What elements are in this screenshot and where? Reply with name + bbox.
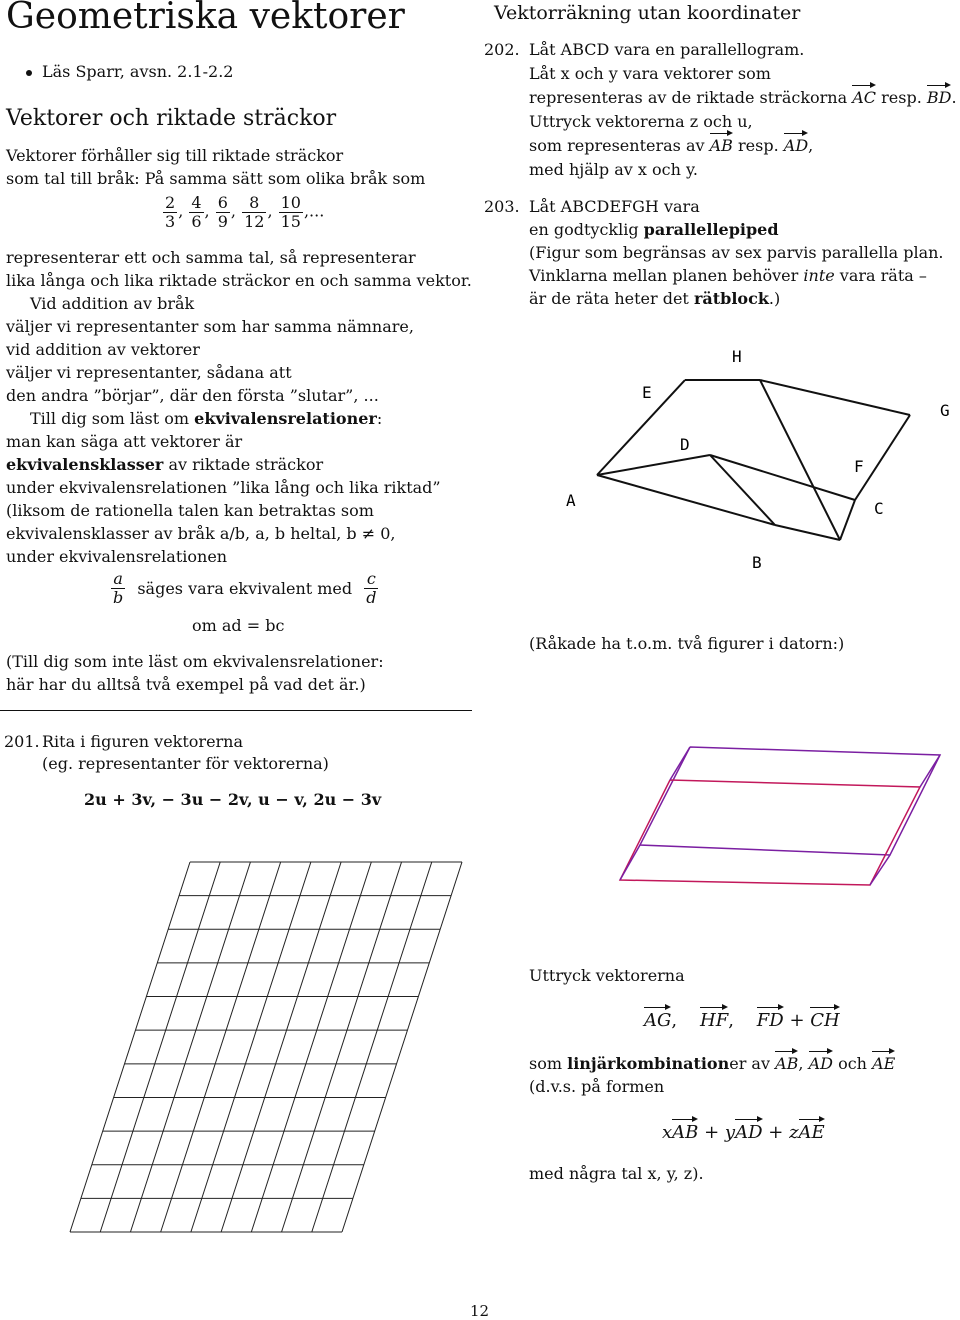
grid-line xyxy=(251,862,371,1232)
grid-line xyxy=(191,862,311,1232)
para3-line-6: ekvivalensklasser av bråk a/b, a, b heltal, b ≠ 0, xyxy=(6,524,396,543)
para1-line-2: lika långa och lika riktade sträckor en och samma vektor. xyxy=(6,271,472,290)
grid-line xyxy=(342,862,462,1232)
box-edge xyxy=(670,747,690,780)
ex201-line-2: (eg. representanter för vektorerna) xyxy=(42,754,329,773)
para4-line-2: här har du alltså två exempel på vad det är.) xyxy=(6,675,366,694)
ex203-line-1: Låt ABCDEFGH vara xyxy=(529,197,700,216)
fraction: $\frac{10}{15}$ xyxy=(280,193,301,231)
para3-line-2: man kan säga att vektorer är xyxy=(6,432,243,451)
edge-HG xyxy=(760,380,910,415)
ex202-line-5: som representeras av AB resp. AD, xyxy=(529,136,814,155)
grid-line xyxy=(221,862,341,1232)
vertex-label-A: A xyxy=(566,491,576,510)
ex203-line-2: en godtycklig parallellepiped xyxy=(529,220,779,239)
express-line-3: som linjärkombinationer av AB, AD och AE xyxy=(529,1054,896,1073)
intro-line-1: Vektorer förhåller sig till riktade sträckor xyxy=(6,146,344,165)
equivalence-statement: $\frac{a}{b}$ säges vara ekvivalent med $\frac{c}{d}$ xyxy=(113,569,377,607)
fraction-sequence: $\frac{2}{3}$ , $\frac{4}{6}$ , $\frac{6}{9}$ , $\frac{8}{12}$ , $\frac{10}{15}$ ,... xyxy=(165,193,325,231)
vertex-label-D: D xyxy=(680,435,690,454)
ex203-line-3: (Figur som begränsas av sex parvis parallella plan. xyxy=(529,243,944,262)
parallelepiped-figure xyxy=(560,340,960,580)
reading-bullet xyxy=(26,62,233,81)
ex202-line-2: Låt x och y vara vektorer som xyxy=(529,64,771,83)
page-title: Geometriska vektorer xyxy=(6,0,405,37)
grid-line xyxy=(70,862,190,1232)
fraction: $\frac{4}{6}$ xyxy=(191,193,202,231)
para2-line-3: vid addition av vektorer xyxy=(6,340,200,359)
ex203-line-5: är de räta heter det rätblock.) xyxy=(529,289,781,308)
para3-line-7: under ekvivalensrelationen xyxy=(6,547,228,566)
divider xyxy=(0,710,472,711)
edge-BA xyxy=(597,475,775,525)
right-section-title: Vektorräkning utan koordinater xyxy=(494,2,801,24)
edge-HC xyxy=(760,380,840,540)
ex202-line-6: med hjälp av x och y. xyxy=(529,160,698,179)
grid-line xyxy=(130,862,250,1232)
grid-line xyxy=(100,862,220,1232)
colored-box-figure xyxy=(600,735,955,920)
box-edge xyxy=(620,845,640,880)
ex203-number: 203. xyxy=(484,197,520,216)
para2-line-1: Vid addition av bråk xyxy=(30,294,195,313)
vertex-label-G: G xyxy=(940,401,950,420)
fraction: $\frac{2}{3}$ xyxy=(165,193,176,231)
express-vectors: AG, HF, FD + CH xyxy=(644,1010,840,1031)
fraction: $\frac{6}{9}$ xyxy=(217,193,228,231)
linear-combination-form: xAB + yAD + zAE xyxy=(662,1122,825,1143)
fraction-c-d: $\frac{c}{d}$ xyxy=(366,569,377,607)
para3-line-3: ekvivalensklasser av riktade sträckor xyxy=(6,455,324,474)
ex201-number: 201. xyxy=(4,732,40,751)
page-number: 12 xyxy=(470,1302,490,1320)
ex201-line-1: Rita i figuren vektorerna xyxy=(42,732,244,751)
para4-line-1: (Till dig som inte läst om ekvivalensrelationer: xyxy=(6,652,384,671)
express-line-4: (d.v.s. på formen xyxy=(529,1077,665,1096)
grid-line xyxy=(161,862,281,1232)
edge-CB xyxy=(775,525,840,540)
edge-FC xyxy=(840,500,855,540)
skewed-grid xyxy=(0,840,480,1250)
box-back-face xyxy=(640,747,940,855)
grid-line xyxy=(282,862,402,1232)
para2-line-5: den andra ”börjar”, där den första ”slutar”, ... xyxy=(6,386,379,405)
bullet-icon xyxy=(26,70,32,76)
fraction: $\frac{8}{12}$ xyxy=(244,193,265,231)
vertex-label-H: H xyxy=(732,347,742,366)
section-title: Vektorer och riktade sträckor xyxy=(6,106,337,131)
para3-line-4: under ekvivalensrelationen ”lika lång och lika riktad” xyxy=(6,478,441,497)
equivalence-condition: om ad = bc xyxy=(192,616,285,635)
ex203-note: (Råkade ha t.o.m. två figurer i datorn:) xyxy=(529,634,845,653)
ex201-expressions: 2u + 3v, − 3u − 2v, u − v, 2u − 3v xyxy=(84,790,382,809)
box-edge xyxy=(870,855,890,885)
grid-line xyxy=(312,862,432,1232)
box-edge xyxy=(920,755,940,787)
vertex-label-E: E xyxy=(642,383,652,402)
para3-line-1: Till dig som läst om ekvivalensrelationer: xyxy=(30,409,383,428)
vertex-label-F: F xyxy=(854,457,864,476)
ex202-line-3: representeras av de riktade sträckorna AC resp. BD. xyxy=(529,88,957,107)
para3-line-5: (liksom de rationella talen kan betraktas som xyxy=(6,501,374,520)
intro-line-2: som tal till bråk: På samma sätt som olika bråk som xyxy=(6,169,426,188)
ex202-line-4: Uttryck vektorerna z och u, xyxy=(529,112,753,131)
express-line-5: med några tal x, y, z). xyxy=(529,1164,704,1183)
para2-line-2: väljer vi representanter som har samma nämnare, xyxy=(6,317,414,336)
express-line-1: Uttryck vektorerna xyxy=(529,966,685,985)
bullet-text: Läs Sparr, avsn. 2.1-2.2 xyxy=(42,62,234,81)
ex203-line-4: Vinklarna mellan planen behöver inte vara räta – xyxy=(529,266,927,285)
fraction-a-b: $\frac{a}{b}$ xyxy=(113,569,124,607)
vertex-label-B: B xyxy=(752,553,762,572)
ex202-line-1: Låt ABCD vara en parallellogram. xyxy=(529,40,805,59)
ex202-number: 202. xyxy=(484,40,520,59)
para1-line-1: representerar ett och samma tal, så representerar xyxy=(6,248,416,267)
vertex-label-C: C xyxy=(874,499,884,518)
para2-line-4: väljer vi representanter, sådana att xyxy=(6,363,292,382)
